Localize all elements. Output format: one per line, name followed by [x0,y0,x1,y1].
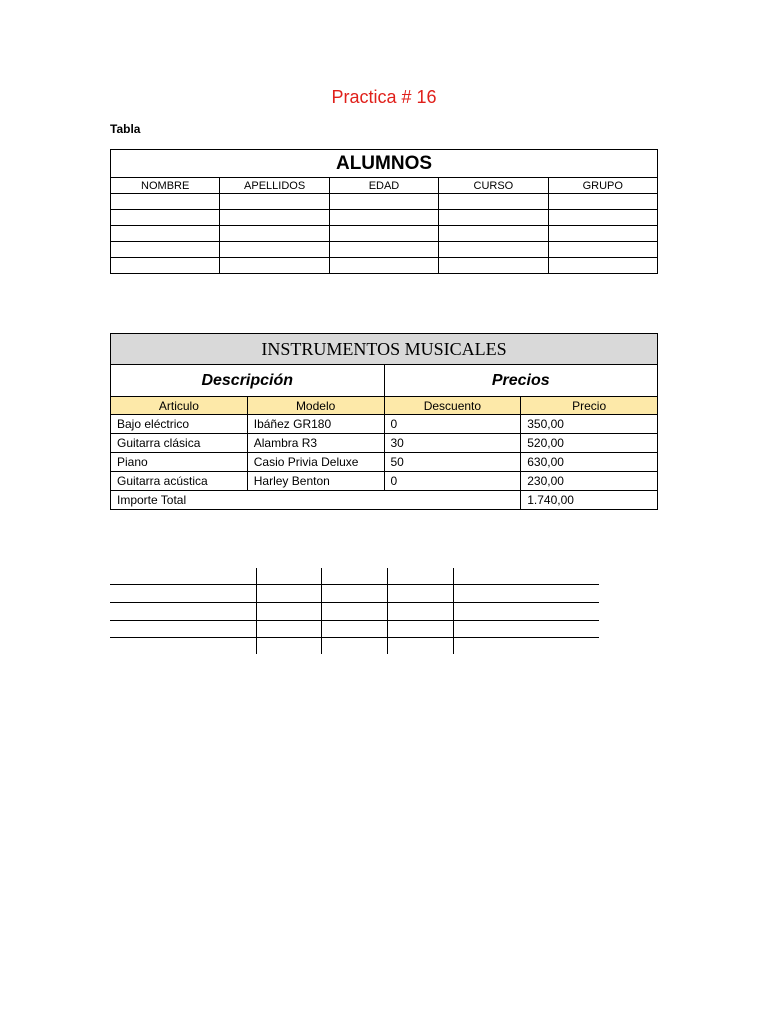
table-row [111,453,658,472]
table-cell [220,194,329,210]
articulo-cell: Bajo eléctrico [111,415,248,434]
precios-header: Precios [384,365,658,397]
table-cell [329,210,438,226]
descripcion-header: Descripción [111,365,385,397]
table-cell [548,258,657,274]
grid-line [110,584,599,585]
modelo-cell: Harley Benton [247,472,384,491]
table-cell [111,194,220,210]
descuento-cell: 50 [384,453,521,472]
column-header-descuento: Descuento [384,397,521,415]
table-row [111,472,658,491]
modelo-cell: Ibáñez GR180 [247,415,384,434]
table-cell [220,226,329,242]
table-cell [329,258,438,274]
precio-cell: 520,00 [521,434,658,453]
table-cell [329,226,438,242]
descuento-cell: 0 [384,472,521,491]
table-cell [111,226,220,242]
table-cell [329,242,438,258]
grid-line [256,568,257,654]
instrumentos-table [110,333,658,510]
table-row [111,194,658,210]
precio-cell: 350,00 [521,415,658,434]
column-header-nombre: NOMBRE [111,178,220,194]
table-cell [439,242,548,258]
table-cell [329,194,438,210]
alumnos-title: ALUMNOS [111,150,658,178]
modelo-cell: Alambra R3 [247,434,384,453]
table-cell [220,242,329,258]
table-cell [548,226,657,242]
descuento-cell: 0 [384,415,521,434]
grid-line [321,568,322,654]
articulo-cell: Piano [111,453,248,472]
table-cell [111,258,220,274]
column-header-precio: Precio [521,397,658,415]
table-cell [111,210,220,226]
table-cell [439,194,548,210]
table-row [111,242,658,258]
table-row [111,415,658,434]
table-cell [111,242,220,258]
precio-cell: 230,00 [521,472,658,491]
importe-total-value: 1.740,00 [521,491,658,510]
descuento-cell: 30 [384,434,521,453]
grid-line [387,568,388,654]
table-cell [548,210,657,226]
articulo-cell: Guitarra acústica [111,472,248,491]
page-title: Practica # 16 [331,87,437,107]
section-label: Tabla [110,122,141,136]
empty-borderless-table [110,568,599,654]
precio-cell: 630,00 [521,453,658,472]
alumnos-table [110,149,658,274]
table-cell [439,258,548,274]
column-header-modelo: Modelo [247,397,384,415]
table-row [111,258,658,274]
column-header-apellidos: APELLIDOS [220,178,329,194]
table-cell [548,242,657,258]
column-header-grupo: GRUPO [548,178,657,194]
instrumentos-title: INSTRUMENTOS MUSICALES [111,334,658,365]
grid-line [110,602,599,603]
grid-line [110,637,599,638]
column-header-curso: CURSO [439,178,548,194]
table-row [111,210,658,226]
importe-total-label: Importe Total [111,491,521,510]
table-cell [439,210,548,226]
column-header-edad: EDAD [329,178,438,194]
grid-line [110,620,599,621]
column-header-articulo: Articulo [111,397,248,415]
articulo-cell: Guitarra clásica [111,434,248,453]
table-cell [220,210,329,226]
table-cell [439,226,548,242]
total-row [111,491,658,510]
table-cell [220,258,329,274]
table-row [111,226,658,242]
table-cell [548,194,657,210]
table-row [111,434,658,453]
grid-line [453,568,454,654]
modelo-cell: Casio Privia Deluxe [247,453,384,472]
